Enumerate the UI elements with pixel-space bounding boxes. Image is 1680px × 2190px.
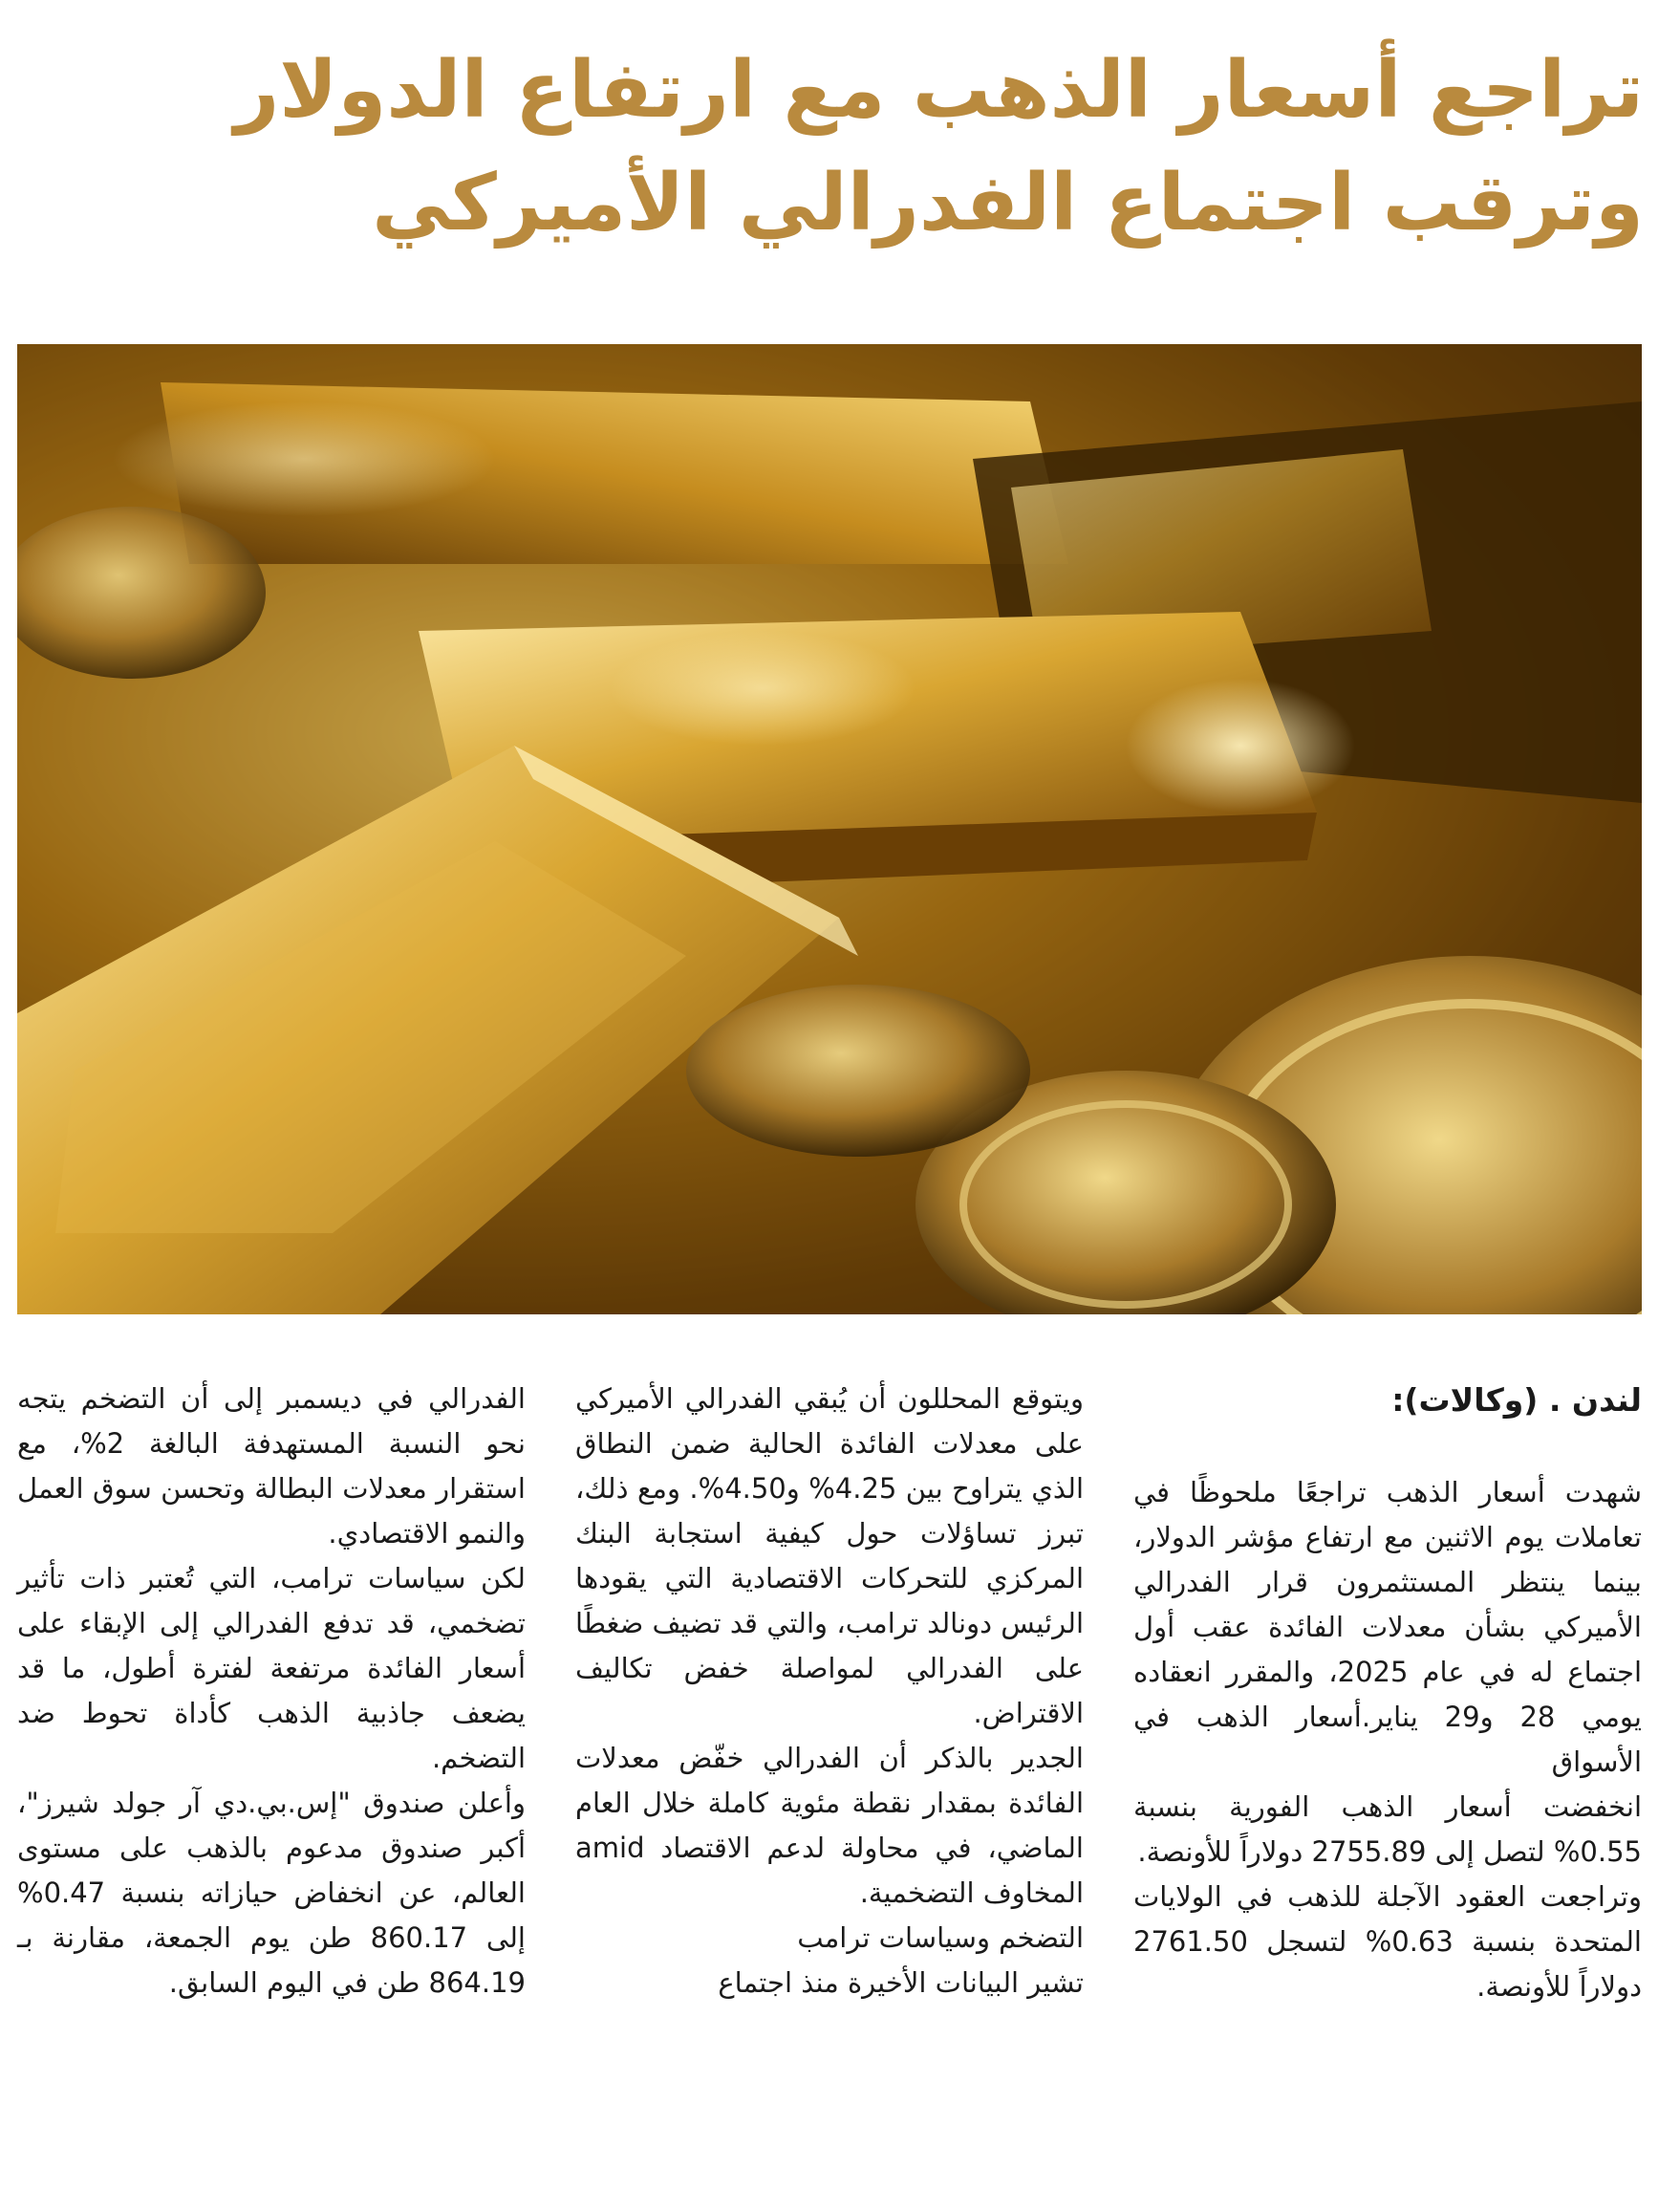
paragraph: انخفضت أسعار الذهب الفورية بنسبة 0.55% لتصل إلى 2755.89 دولاراً للأونصة. xyxy=(1133,1790,1642,1868)
paragraph: تشير البيانات الأخيرة منذ اجتماع xyxy=(718,1966,1084,1999)
column-2 xyxy=(575,1377,1084,2160)
column-3 xyxy=(17,1377,526,2160)
column-1 xyxy=(1133,1377,1642,2160)
paragraph: الجدير بالذكر أن الفدرالي خفّض معدلات الفائدة بمقدار نقطة مئوية كاملة خلال العام الماضي، في محاولة لدعم الاقتصاد amid المخاوف التضخمية. xyxy=(575,1742,1084,1909)
gold-bars-illustration xyxy=(17,344,1642,1314)
gold-bars-photo xyxy=(17,344,1642,1314)
article-body xyxy=(17,1377,1642,2160)
paragraph: وأعلن صندوق "إس.بي.دي آر جولد شيرز"، أكبر صندوق مدعوم بالذهب على مستوى العالم، عن انخفاض حيازاته بنسبة 0.47% إلى 860.17 طن يوم الجمعة، مقارنة بـ 864.19 طن في اليوم السابق. xyxy=(17,1787,526,1999)
paragraph: شهدت أسعار الذهب تراجعًا ملحوظًا في تعاملات يوم الاثنين مع ارتفاع مؤشر الدولار، بينما ينتظر المستثمرون قرار الفدرالي الأميركي بشأن معدلات الفائدة عقب أول اجتماع له في عام 2025، والمقرر انعقاده يومي 28 و29 يناير.أسعار الذهب في الأسواق xyxy=(1133,1476,1642,1778)
paragraph: ويتوقع المحللون أن يُبقي الفدرالي الأميركي على معدلات الفائدة الحالية ضمن النطاق الذي يتراوح بين 4.25% و4.50%. ومع ذلك، تبرز تساؤلات حول كيفية استجابة البنك المركزي للتحركات الاقتصادية التي يقودها الرئيس دونالد ترامب، والتي قد تضيف ضغطًا على الفدرالي لمواصلة خفض تكاليف الاقتراض. xyxy=(575,1382,1085,1729)
byline: لندن . (وكالات): xyxy=(1391,1381,1642,1419)
article-headline: تراجع أسعار الذهب مع ارتفاع الدولار وترقب اجتماع الفدرالي الأميركي xyxy=(234,45,1644,249)
paragraph: لكن سياسات ترامب، التي تُعتبر ذات تأثير تضخمي، قد تدفع الفدرالي إلى الإبقاء على أسعار الفائدة مرتفعة لفترة أطول، ما قد يضعف جاذبية الذهب كأداة تحوط ضد التضخم. xyxy=(17,1562,526,1774)
subheading: التضخم وسياسات ترامب xyxy=(797,1921,1084,1954)
paragraph: وتراجعت العقود الآجلة للذهب في الولايات المتحدة بنسبة 0.63% لتسجل 2761.50 دولاراً للأونصة. xyxy=(1133,1880,1642,2003)
paragraph: الفدرالي في ديسمبر إلى أن التضخم يتجه نحو النسبة المستهدفة البالغة 2%، مع استقرار معدلات البطالة وتحسن سوق العمل والنمو الاقتصادي. xyxy=(17,1382,526,1550)
